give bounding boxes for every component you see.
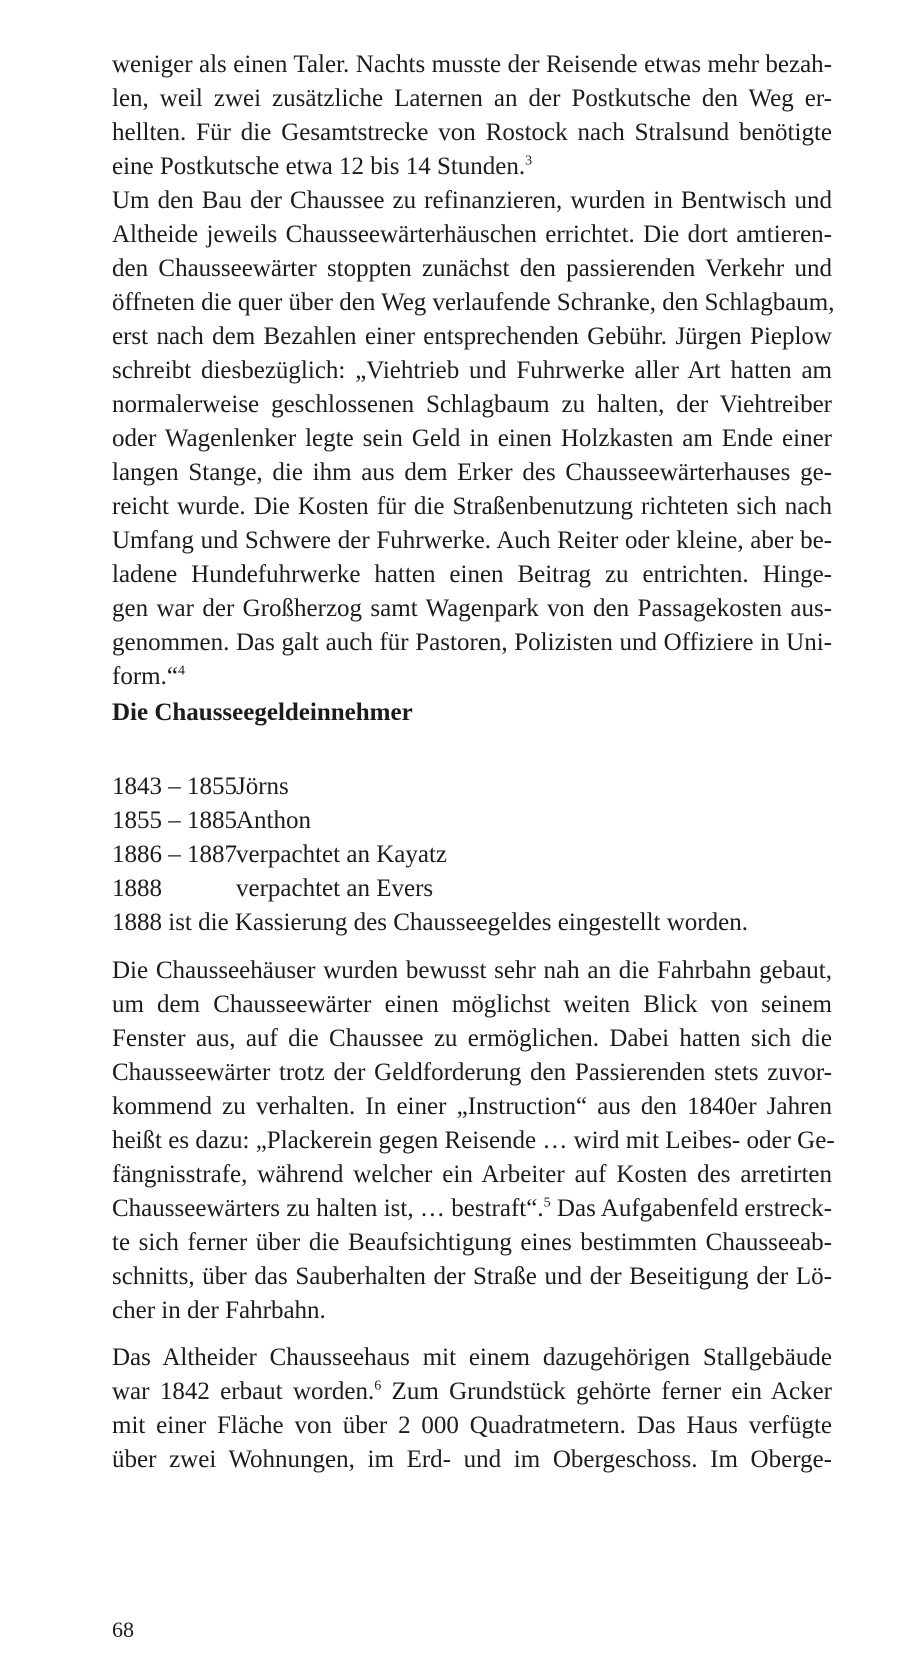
paragraph-altheider-chausseehaus	[112, 1341, 832, 1477]
text-segment: Zum Grundstück gehörte ferner ein Acker	[381, 1378, 832, 1405]
paragraph-postkutsche	[112, 48, 832, 184]
text-line: um dem Chausseewärter einen möglichst weiten Blick von seinem	[112, 991, 832, 1018]
text-line: öffneten die quer über den Weg verlaufende Schranke, den Schlagbaum,	[112, 289, 835, 316]
text-line: Um den Bau der Chaussee zu refinanzieren, wurden in Bentwisch und	[112, 187, 832, 214]
text-line: ladene Hundefuhrwerke hatten einen Beitrag zu entrichten. Hinge-	[112, 561, 832, 588]
footnote-marker: 6	[374, 1378, 382, 1394]
text-line: cher in der Fahrbahn.	[112, 1297, 326, 1324]
list-item	[112, 804, 748, 838]
text-line	[112, 1375, 832, 1409]
text-line	[112, 1192, 832, 1226]
text-line: den Chausseewärter stoppten zunächst den passierenden Verkehr und	[112, 255, 832, 282]
footnote-marker: 5	[543, 1195, 551, 1211]
paragraph-chausseehaeuser	[112, 954, 835, 1328]
text-line: erst nach dem Bezahlen einer entsprechenden Gebühr. Jürgen Pieplow	[112, 323, 832, 350]
text-segment: war 1842 erbaut worden.	[112, 1378, 375, 1405]
text-line: kommend zu verhalten. In einer „Instruction“ aus den 1840er Jahren	[112, 1093, 832, 1120]
text-segment: Chausseewärters zu halten ist, … bestraft“.	[112, 1195, 544, 1222]
text-line: len, weil zwei zusätzliche Laternen an der Postkutsche den Weg er-	[112, 85, 832, 112]
text-line: Die Chausseehäuser wurden bewusst sehr nah an die Fahrbahn gebaut,	[112, 957, 832, 984]
text-line: fängnisstrafe, während welcher ein Arbeiter auf Kosten des arretirten	[112, 1161, 832, 1188]
text-line: genommen. Das galt auch für Pastoren, Polizisten und Offiziere in Uni-	[112, 629, 832, 656]
list-closing-text: 1888 ist die Kassierung des Chausseegeldes eingestellt worden.	[112, 909, 748, 936]
text-line: über zwei Wohnungen, im Erd- und im Obergeschoss. Im Oberge-	[112, 1446, 832, 1473]
list-item-years: 1888	[112, 875, 162, 902]
text-line: hellten. Für die Gesamtstrecke von Rostock nach Stralsund benötigte	[112, 119, 832, 146]
text-line: Das Altheider Chausseehaus mit einem dazugehörigen Stallgebäude	[112, 1344, 832, 1371]
list-closing	[112, 906, 748, 940]
list-item-years: 1843 – 1855	[112, 773, 237, 800]
text-line: schreibt diesbezüglich: „Viehtrieb und Fuhrwerke aller Art hatten am	[112, 357, 832, 384]
list-item-name: Jörns	[236, 773, 289, 800]
text-line: reicht wurde. Die Kosten für die Straßenbenutzung richteten sich nach	[112, 493, 832, 520]
text-line: Chausseewärter trotz der Geldforderung den Passierenden stets zuvor-	[112, 1059, 832, 1086]
text-line: weniger als einen Taler. Nachts musste der Reisende etwas mehr bezah-	[112, 51, 832, 78]
text-line: heißt es dazu: „Plackerein gegen Reisende … wird mit Leibes- oder Ge-	[112, 1127, 835, 1154]
list-item-name: Anthon	[236, 807, 311, 834]
text-line: mit einer Fläche von über 2 000 Quadratmetern. Das Haus verfügte	[112, 1412, 832, 1439]
list-item	[112, 838, 748, 872]
text-segment: form.“	[112, 663, 178, 690]
paragraph-chausseewaerter	[112, 184, 835, 694]
text-line: schnitts, über das Sauberhalten der Straße und der Beseitigung der Lö-	[112, 1263, 832, 1290]
text-line: gen war der Großherzog samt Wagenpark von den Passagekosten aus-	[112, 595, 832, 622]
page-number: 68	[112, 1617, 134, 1642]
section-heading: Die Chausseegeldeinnehmer	[112, 699, 413, 726]
text-line: Umfang und Schwere der Fuhrwerke. Auch Reiter oder kleine, aber be-	[112, 527, 832, 554]
page-body-lower	[112, 954, 835, 1328]
page-body	[112, 48, 835, 694]
list-item	[112, 770, 748, 804]
footnote-marker: 3	[525, 153, 533, 169]
text-line: Altheide jeweils Chausseewärterhäuschen errichtet. Die dort amtieren-	[112, 221, 832, 248]
footnote-marker: 4	[177, 663, 185, 679]
list-item	[112, 872, 748, 906]
list-item-years: 1886 – 1887	[112, 841, 237, 868]
text-line: Fenster aus, auf die Chaussee zu ermöglichen. Dabei hatten sich die	[112, 1025, 832, 1052]
list-item-name: verpachtet an Kayatz	[236, 841, 447, 868]
text-line: langen Stange, die ihm aus dem Erker des Chausseewärterhauses ge-	[112, 459, 832, 486]
text-line	[112, 660, 832, 694]
page-body-bottom	[112, 1341, 832, 1477]
collectors-list	[112, 770, 748, 940]
text-segment: Das Aufgabenfeld erstreck-	[550, 1195, 832, 1222]
text-line: te sich ferner über die Beaufsichtigung eines bestimmten Chausseeab-	[112, 1229, 832, 1256]
list-item-name: verpachtet an Evers	[236, 875, 434, 902]
text-line	[112, 150, 832, 184]
text-segment: eine Postkutsche etwa 12 bis 14 Stunden.	[112, 153, 526, 180]
text-line: normalerweise geschlossenen Schlagbaum zu halten, der Viehtreiber	[112, 391, 832, 418]
text-line: oder Wagenlenker legte sein Geld in einen Holzkasten am Ende einer	[112, 425, 832, 452]
list-item-years: 1855 – 1885	[112, 807, 237, 834]
